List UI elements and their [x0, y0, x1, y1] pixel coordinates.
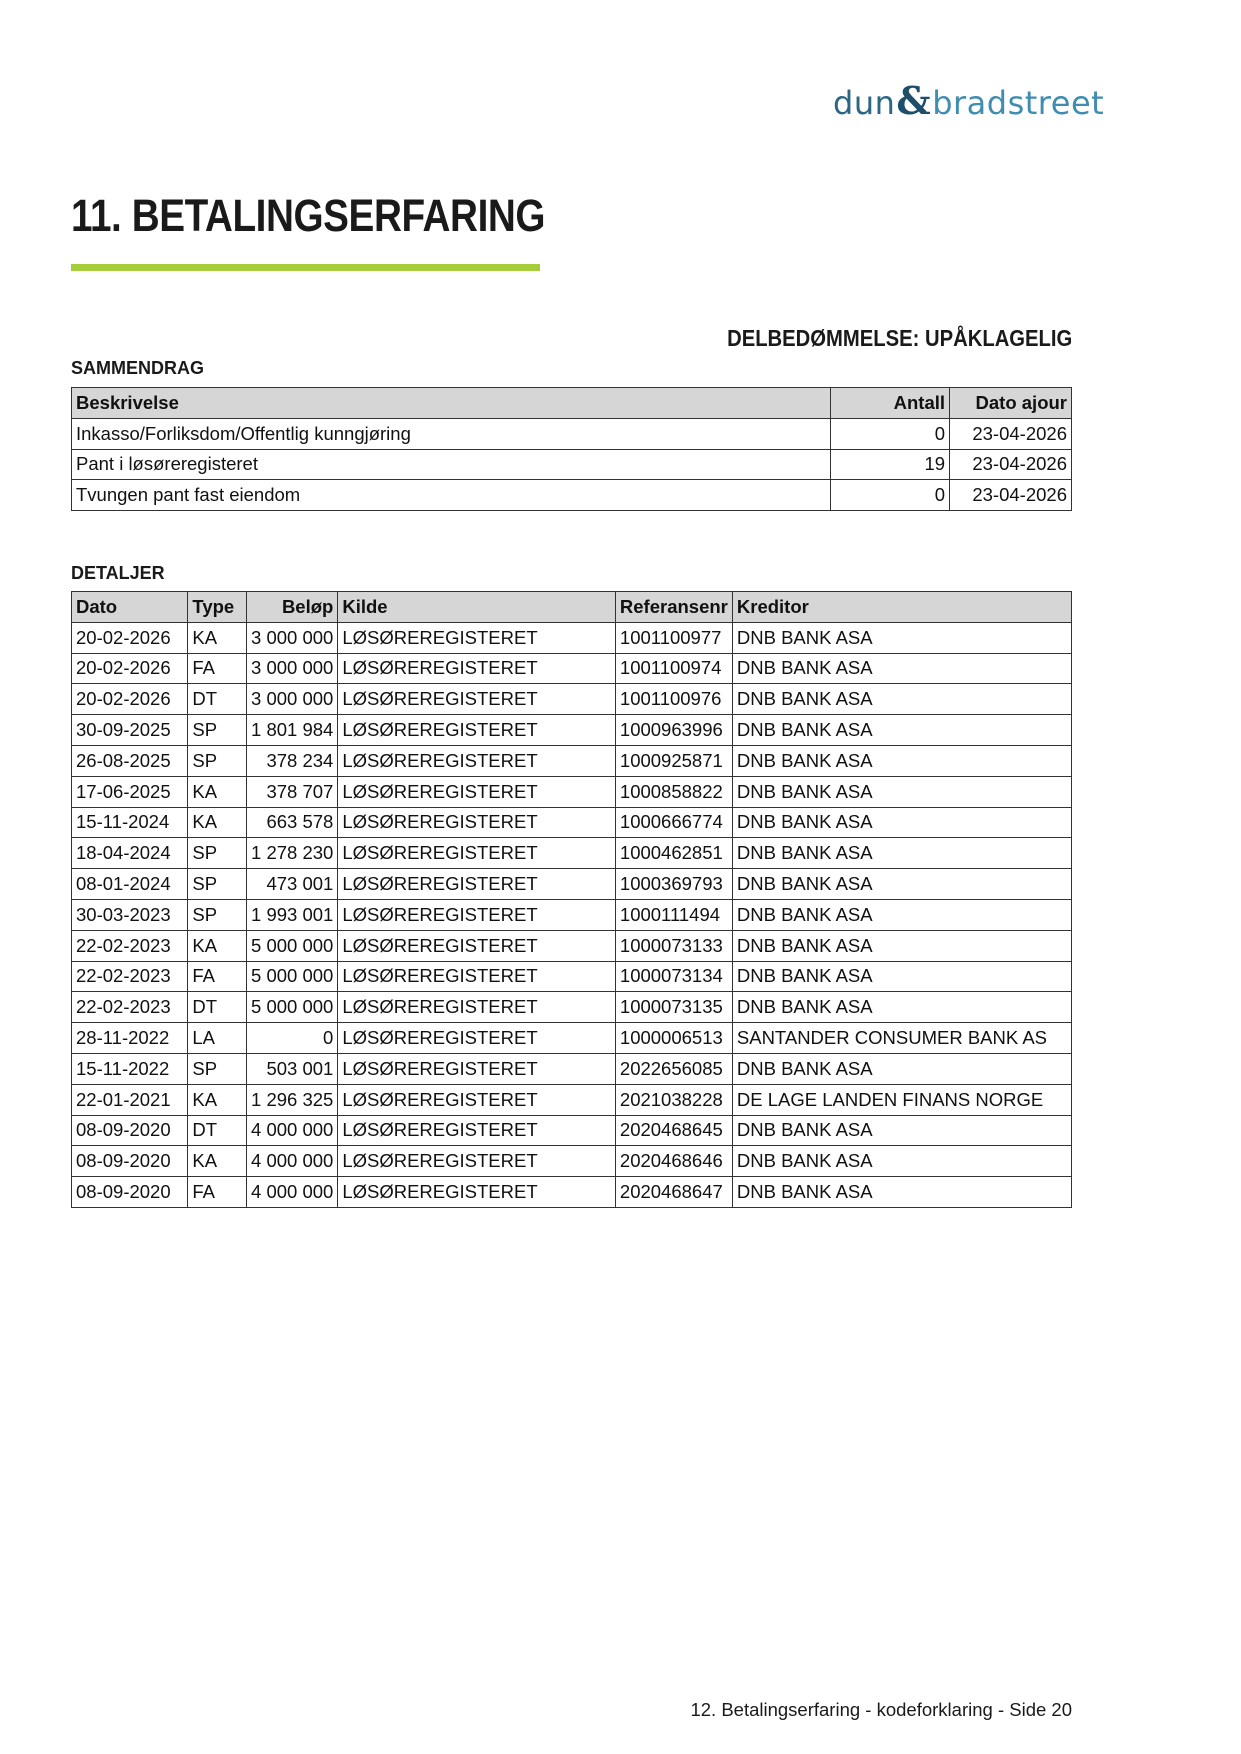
column-header-dato: Dato — [72, 592, 188, 623]
cell-type: SP — [188, 715, 247, 746]
cell-dato: 20-02-2026 — [72, 684, 188, 715]
cell-kreditor: DE LAGE LANDEN FINANS NORGE — [732, 1084, 1071, 1115]
cell-kreditor: DNB BANK ASA — [732, 1146, 1071, 1177]
cell-dato: 20-02-2026 — [72, 653, 188, 684]
table-row — [72, 1053, 1072, 1084]
cell-referansenr: 1000462851 — [615, 838, 732, 869]
page-footer: 12. Betalingserfaring - kodeforklaring - Side 20 — [690, 1699, 1072, 1720]
company-logo — [833, 78, 1105, 126]
summary-heading: SAMMENDRAG — [71, 358, 204, 378]
logo-text-bradstreet: bradstreet — [932, 84, 1105, 122]
cell-kreditor: DNB BANK ASA — [732, 992, 1071, 1023]
cell-dato: 30-09-2025 — [72, 715, 188, 746]
summary-row — [72, 480, 1072, 511]
cell-belop: 3 000 000 — [247, 684, 338, 715]
section-title: 11. BETALINGSERFARING — [71, 190, 546, 241]
cell-beskrivelse: Pant i løsøreregisteret — [72, 449, 831, 480]
cell-type: SP — [188, 1053, 247, 1084]
cell-type: SP — [188, 869, 247, 900]
cell-dato: 08-09-2020 — [72, 1177, 188, 1208]
cell-dato: 08-09-2020 — [72, 1115, 188, 1146]
cell-kreditor: DNB BANK ASA — [732, 776, 1071, 807]
cell-kreditor: DNB BANK ASA — [732, 838, 1071, 869]
cell-beskrivelse: Tvungen pant fast eiendom — [72, 480, 831, 511]
cell-referansenr: 1001100977 — [615, 622, 732, 653]
table-row — [72, 1146, 1072, 1177]
cell-referansenr: 1000073134 — [615, 961, 732, 992]
cell-type: KA — [188, 776, 247, 807]
cell-type: FA — [188, 653, 247, 684]
cell-belop: 503 001 — [247, 1053, 338, 1084]
cell-dato: 15-11-2022 — [72, 1053, 188, 1084]
cell-kreditor: DNB BANK ASA — [732, 807, 1071, 838]
cell-belop: 378 707 — [247, 776, 338, 807]
cell-kreditor: DNB BANK ASA — [732, 930, 1071, 961]
cell-referansenr: 2020468647 — [615, 1177, 732, 1208]
cell-kilde: LØSØREREGISTERET — [338, 930, 616, 961]
cell-dato: 08-01-2024 — [72, 869, 188, 900]
cell-antall: 0 — [831, 418, 950, 449]
cell-type: SP — [188, 899, 247, 930]
cell-type: KA — [188, 807, 247, 838]
cell-dato: 22-01-2021 — [72, 1084, 188, 1115]
cell-referansenr: 1000666774 — [615, 807, 732, 838]
cell-beskrivelse: Inkasso/Forliksdom/Offentlig kunngjøring — [72, 418, 831, 449]
logo-ampersand: & — [896, 78, 932, 123]
column-header-kreditor: Kreditor — [732, 592, 1071, 623]
column-header-beskrivelse: Beskrivelse — [72, 388, 831, 419]
cell-kilde: LØSØREREGISTERET — [338, 745, 616, 776]
cell-kilde: LØSØREREGISTERET — [338, 899, 616, 930]
summary-row — [72, 418, 1072, 449]
cell-belop: 663 578 — [247, 807, 338, 838]
cell-dato: 15-11-2024 — [72, 807, 188, 838]
cell-dato: 18-04-2024 — [72, 838, 188, 869]
cell-kreditor: DNB BANK ASA — [732, 869, 1071, 900]
title-underline — [71, 264, 540, 271]
cell-type: SP — [188, 838, 247, 869]
cell-belop: 0 — [247, 1023, 338, 1054]
cell-referansenr: 2021038228 — [615, 1084, 732, 1115]
details-header-row — [72, 592, 1072, 623]
cell-referansenr: 1001100976 — [615, 684, 732, 715]
table-row — [72, 961, 1072, 992]
table-row — [72, 992, 1072, 1023]
cell-kilde: LØSØREREGISTERET — [338, 776, 616, 807]
cell-dato-ajour: 23-04-2026 — [950, 418, 1072, 449]
cell-belop: 4 000 000 — [247, 1146, 338, 1177]
cell-kreditor: DNB BANK ASA — [732, 1115, 1071, 1146]
table-row — [72, 1115, 1072, 1146]
table-row — [72, 1177, 1072, 1208]
summary-header-row — [72, 388, 1072, 419]
table-row — [72, 776, 1072, 807]
cell-belop: 1 801 984 — [247, 715, 338, 746]
cell-type: SP — [188, 745, 247, 776]
cell-kilde: LØSØREREGISTERET — [338, 992, 616, 1023]
cell-kreditor: DNB BANK ASA — [732, 1177, 1071, 1208]
cell-kilde: LØSØREREGISTERET — [338, 869, 616, 900]
table-row — [72, 869, 1072, 900]
column-header-antall: Antall — [831, 388, 950, 419]
cell-kreditor: DNB BANK ASA — [732, 715, 1071, 746]
cell-type: KA — [188, 1084, 247, 1115]
table-row — [72, 745, 1072, 776]
summary-row — [72, 449, 1072, 480]
summary-table — [71, 387, 1072, 511]
column-header-dato-ajour: Dato ajour — [950, 388, 1072, 419]
cell-kilde: LØSØREREGISTERET — [338, 1023, 616, 1054]
table-row — [72, 899, 1072, 930]
cell-belop: 5 000 000 — [247, 930, 338, 961]
column-header-kilde: Kilde — [338, 592, 616, 623]
cell-dato: 22-02-2023 — [72, 961, 188, 992]
cell-belop: 1 993 001 — [247, 899, 338, 930]
table-row — [72, 622, 1072, 653]
cell-referansenr: 1000073133 — [615, 930, 732, 961]
cell-type: KA — [188, 622, 247, 653]
cell-type: DT — [188, 1115, 247, 1146]
cell-referansenr: 1001100974 — [615, 653, 732, 684]
cell-belop: 1 278 230 — [247, 838, 338, 869]
cell-kilde: LØSØREREGISTERET — [338, 622, 616, 653]
cell-kreditor: DNB BANK ASA — [732, 684, 1071, 715]
cell-kilde: LØSØREREGISTERET — [338, 653, 616, 684]
cell-belop: 378 234 — [247, 745, 338, 776]
details-heading: DETALJER — [71, 563, 165, 583]
cell-kilde: LØSØREREGISTERET — [338, 1177, 616, 1208]
cell-dato-ajour: 23-04-2026 — [950, 480, 1072, 511]
table-row — [72, 930, 1072, 961]
cell-kreditor: DNB BANK ASA — [732, 1053, 1071, 1084]
cell-referansenr: 2022656085 — [615, 1053, 732, 1084]
column-header-referansenr: Referansenr — [615, 592, 732, 623]
cell-type: KA — [188, 1146, 247, 1177]
cell-dato: 08-09-2020 — [72, 1146, 188, 1177]
cell-kreditor: DNB BANK ASA — [732, 899, 1071, 930]
cell-type: DT — [188, 684, 247, 715]
cell-type: LA — [188, 1023, 247, 1054]
cell-belop: 3 000 000 — [247, 653, 338, 684]
cell-dato-ajour: 23-04-2026 — [950, 449, 1072, 480]
cell-antall: 0 — [831, 480, 950, 511]
cell-referansenr: 2020468646 — [615, 1146, 732, 1177]
cell-kilde: LØSØREREGISTERET — [338, 1053, 616, 1084]
cell-referansenr: 1000963996 — [615, 715, 732, 746]
cell-dato: 22-02-2023 — [72, 992, 188, 1023]
cell-dato: 17-06-2025 — [72, 776, 188, 807]
cell-kilde: LØSØREREGISTERET — [338, 715, 616, 746]
details-table — [71, 591, 1072, 1208]
cell-dato: 28-11-2022 — [72, 1023, 188, 1054]
cell-kreditor: DNB BANK ASA — [732, 653, 1071, 684]
cell-kilde: LØSØREREGISTERET — [338, 807, 616, 838]
cell-kilde: LØSØREREGISTERET — [338, 1115, 616, 1146]
cell-type: FA — [188, 1177, 247, 1208]
cell-kreditor: DNB BANK ASA — [732, 622, 1071, 653]
cell-referansenr: 1000006513 — [615, 1023, 732, 1054]
cell-dato: 22-02-2023 — [72, 930, 188, 961]
cell-kilde: LØSØREREGISTERET — [338, 1084, 616, 1115]
table-row — [72, 684, 1072, 715]
cell-type: KA — [188, 930, 247, 961]
cell-belop: 5 000 000 — [247, 961, 338, 992]
cell-kreditor: DNB BANK ASA — [732, 745, 1071, 776]
table-row — [72, 653, 1072, 684]
cell-referansenr: 1000111494 — [615, 899, 732, 930]
cell-kreditor: SANTANDER CONSUMER BANK AS — [732, 1023, 1071, 1054]
cell-belop: 4 000 000 — [247, 1115, 338, 1146]
cell-referansenr: 2020468645 — [615, 1115, 732, 1146]
table-row — [72, 1084, 1072, 1115]
cell-type: DT — [188, 992, 247, 1023]
cell-antall: 19 — [831, 449, 950, 480]
cell-referansenr: 1000369793 — [615, 869, 732, 900]
table-row — [72, 838, 1072, 869]
cell-belop: 1 296 325 — [247, 1084, 338, 1115]
rating-label: DELBEDØMMELSE: UPÅKLAGELIG — [726, 325, 1072, 351]
cell-belop: 473 001 — [247, 869, 338, 900]
cell-kreditor: DNB BANK ASA — [732, 961, 1071, 992]
cell-type: FA — [188, 961, 247, 992]
logo-text-dun: dun — [833, 84, 896, 122]
column-header-type: Type — [188, 592, 247, 623]
cell-belop: 5 000 000 — [247, 992, 338, 1023]
cell-kilde: LØSØREREGISTERET — [338, 838, 616, 869]
cell-referansenr: 1000858822 — [615, 776, 732, 807]
cell-kilde: LØSØREREGISTERET — [338, 684, 616, 715]
cell-belop: 3 000 000 — [247, 622, 338, 653]
cell-kilde: LØSØREREGISTERET — [338, 961, 616, 992]
cell-referansenr: 1000925871 — [615, 745, 732, 776]
column-header-belop: Beløp — [247, 592, 338, 623]
table-row — [72, 807, 1072, 838]
cell-dato: 20-02-2026 — [72, 622, 188, 653]
table-row — [72, 1023, 1072, 1054]
cell-dato: 26-08-2025 — [72, 745, 188, 776]
table-row — [72, 715, 1072, 746]
cell-kilde: LØSØREREGISTERET — [338, 1146, 616, 1177]
cell-dato: 30-03-2023 — [72, 899, 188, 930]
cell-referansenr: 1000073135 — [615, 992, 732, 1023]
cell-belop: 4 000 000 — [247, 1177, 338, 1208]
